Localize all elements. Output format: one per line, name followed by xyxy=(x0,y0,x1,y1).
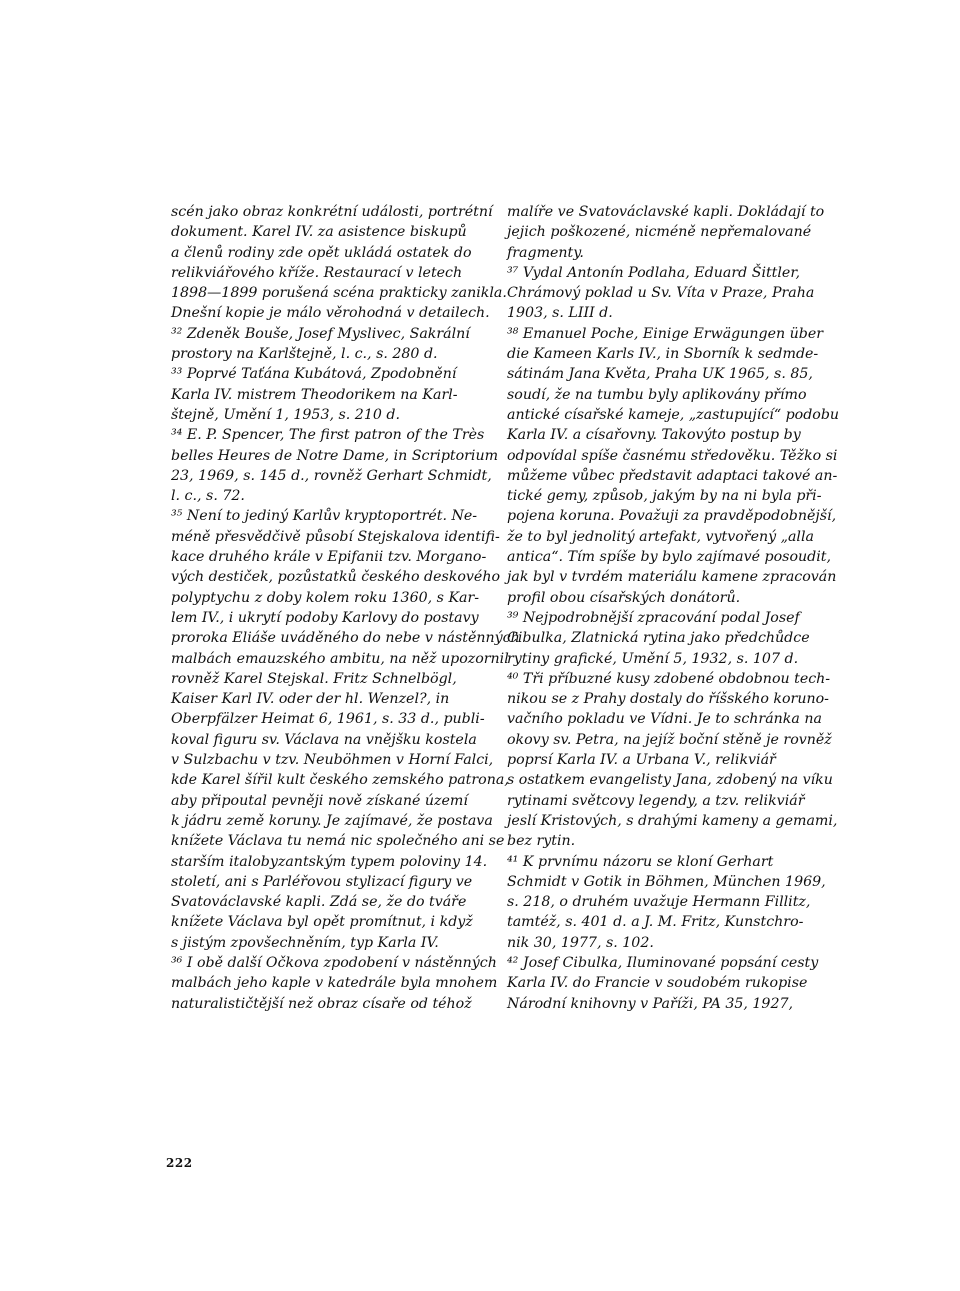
left-column-line: starším italobyzantským typem poloviny 14. xyxy=(171,853,488,870)
right-column-line: ⁴⁰ Tři příbuzné kusy zdobené obdobnou tech- xyxy=(507,670,831,687)
left-column-line: malbách jeho kaple v katedrále byla mnohem xyxy=(171,975,498,992)
left-column-line: Svatováclavské kapli. Zdá se, že do tváře xyxy=(171,894,467,911)
left-column-line: malbách emauzského ambitu, na něž upozornil xyxy=(171,650,509,667)
left-column-line: Dnešní kopie je málo věrohodná v detailech. xyxy=(171,305,490,322)
right-column-line: poprsí Karla IV. a Urbana V., relikviář xyxy=(507,752,776,769)
left-column-line: v Sulzbachu v tzv. Neuböhmen v Horní Falci, xyxy=(171,752,494,769)
left-column-line: a členů rodiny zde opět ukládá ostatek do xyxy=(171,244,472,261)
right-column-line: okovy sv. Petra, na jejíž boční stěně je rovněž xyxy=(507,731,832,748)
left-column-line: dokument. Karel IV. za asistence biskupů xyxy=(171,224,467,241)
left-column-line: aby připoutal pevněji nově získané území xyxy=(171,792,468,809)
left-column-line: relikviářového kříže. Restaurací v letech xyxy=(171,264,463,281)
right-column-line: že to byl jednolitý artefakt, vytvořený „alla xyxy=(507,528,814,545)
left-column-line: ³⁶ I obě další Očkova zpodobení v nástěnných xyxy=(171,954,497,971)
right-text-column xyxy=(507,202,840,1014)
right-column-line: ³⁹ Nejpodrobnější zpracování podal Josef xyxy=(507,609,800,626)
right-column-line: nik 30, 1977, s. 102. xyxy=(507,934,654,951)
left-column-line: vých destiček, pozůstatků českého deskového xyxy=(171,569,500,586)
right-column-line: můžeme vůbec představit adaptaci takové an- xyxy=(507,467,838,484)
right-column-line: antica“. Tím spíše by bylo zajímavé posoudit, xyxy=(507,549,831,566)
right-column-line: s. 218, o druhém uvažuje Hermann Fillitz, xyxy=(507,894,811,911)
right-column-line: odpovídal spíše časnému středověku. Těžko si xyxy=(507,447,838,464)
page-number: 222 xyxy=(166,1156,193,1170)
right-column-line: jeslí Kristových, s drahými kameny a gemami, xyxy=(507,812,838,829)
left-column-line: Kaiser Karl IV. oder der hl. Wenzel?, in xyxy=(171,691,450,708)
left-column-line: k jádru země koruny. Je zajímavé, že postava xyxy=(171,812,493,829)
right-column-line: ⁴² Josef Cibulka, Iluminované popsání cesty xyxy=(507,954,819,971)
left-column-line: štejně, Umění 1, 1953, s. 210 d. xyxy=(171,406,400,423)
left-column-line: naturalističtější než obraz císaře od téhož xyxy=(171,995,472,1012)
right-column-line: 1903, s. LIII d. xyxy=(507,305,613,322)
right-column-line: nikou se z Prahy dostaly do říšského koruno- xyxy=(507,691,829,708)
left-column-line: prostory na Karlštejně, l. c., s. 280 d. xyxy=(171,346,438,363)
right-column-line: ³⁸ Emanuel Poche, Einige Erwägungen über xyxy=(507,325,824,342)
left-column-line: proroka Eliáše uváděného do nebe v nástěnných xyxy=(171,630,520,647)
right-column-line: sátinám Jana Květa, Praha UK 1965, s. 85, xyxy=(507,366,813,383)
left-column-line: ³⁴ E. P. Spencer, The first patron of the Très xyxy=(171,427,485,444)
right-column-line: fragmenty. xyxy=(507,244,584,261)
right-column-line: Cibulka, Zlatnická rytina jako předchůdce xyxy=(507,630,810,647)
left-column-line: rovněž Karel Stejskal. Fritz Schnelbögl, xyxy=(171,670,457,687)
left-column-line: kde Karel šířil kult českého zemského patrona, xyxy=(171,772,509,789)
left-column-line: méně přesvědčivě působí Stejskalova identifi- xyxy=(171,528,500,545)
right-column-line: Karla IV. do Francie v soudobém rukopise xyxy=(507,975,808,992)
right-column-line: die Kameen Karls IV., in Sborník k sedmde- xyxy=(507,346,819,363)
left-column-line: s jistým zpovšechněním, typ Karla IV. xyxy=(171,934,439,951)
right-column-line: tické gemy, způsob, jakým by na ni byla při- xyxy=(507,488,822,505)
left-column-line: knížete Václava tu nemá nic společného ani se xyxy=(171,833,505,850)
right-column-line: rytiny grafické, Umění 5, 1932, s. 107 d. xyxy=(507,650,799,667)
right-column-line: profil obou císařských donátorů. xyxy=(507,589,741,606)
right-column-line: jejich poškozené, nicméně nepřemalované xyxy=(507,224,812,241)
left-column-line: polyptychu z doby kolem roku 1360, s Kar- xyxy=(171,589,480,606)
left-column-line: ³² Zdeněk Bouše, Josef Myslivec, Sakrální xyxy=(171,325,470,342)
right-column-line: rytinami světcovy legendy, a tzv. relikviář xyxy=(507,792,805,809)
left-column-line: scén jako obraz konkrétní události, portrétní xyxy=(171,204,493,220)
right-column-line: Národní knihovny v Paříži, PA 35, 1927, xyxy=(507,995,794,1012)
right-column-line: vačního pokladu ve Vídni. Je to schránka na xyxy=(507,711,822,728)
right-column-line: bez rytin. xyxy=(507,833,576,850)
left-column-line: belles Heures de Notre Dame, in Scriptorium xyxy=(171,447,499,464)
left-column-line: l. c., s. 72. xyxy=(171,488,245,505)
left-column-line: koval figuru sv. Václava na vnějšku kostela xyxy=(171,731,477,748)
left-column-line: knížete Václava byl opět promítnut, i když xyxy=(171,914,473,931)
right-column-line: Karla IV. a císařovny. Takovýto postup by xyxy=(507,427,801,444)
right-column-line: soudí, že na tumbu byly aplikovány přímo xyxy=(507,386,807,403)
left-text-column xyxy=(171,202,520,1014)
right-column-line: Schmidt v Gotik in Böhmen, München 1969, xyxy=(507,873,826,890)
right-column-line: tamtéž, s. 401 d. a J. M. Fritz, Kunstchro- xyxy=(507,914,804,931)
right-column-line: jak byl v tvrdém materiálu kamene zpracován xyxy=(507,569,837,586)
left-column-line: století, ani s Parléřovou stylizací figury ve xyxy=(171,873,473,890)
left-column-line: Oberpfälzer Heimat 6, 1961, s. 33 d., publi- xyxy=(171,711,485,728)
left-column-line: lem IV., i ukrytí podoby Karlovy do postavy xyxy=(171,609,479,626)
left-column-line: Karla IV. mistrem Theodorikem na Karl- xyxy=(171,386,458,403)
right-column-line: ³⁷ Vydal Antonín Podlaha, Eduard Šittler, xyxy=(507,264,801,281)
left-column-line: ³⁵ Není to jediný Karlův kryptoportrét. Ne- xyxy=(171,508,478,525)
left-column-line: 23, 1969, s. 145 d., rovněž Gerhart Schmidt, xyxy=(171,467,492,484)
left-column-line: kace druhého krále v Epifanii tzv. Morgano- xyxy=(171,549,487,566)
left-column-line: 1898—1899 porušená scéna prakticky zanikla. xyxy=(171,285,507,302)
right-column-line: Chrámový poklad u Sv. Víta v Praze, Praha xyxy=(507,285,815,302)
right-column-line: malíře ve Svatováclavské kapli. Dokládají to xyxy=(507,204,825,220)
right-column-line: pojena koruna. Považuji za pravděpodobnější, xyxy=(507,508,837,525)
right-column-line: ⁴¹ K prvnímu názoru se kloní Gerhart xyxy=(507,853,774,870)
left-column-line: ³³ Poprvé Taťána Kubátová, Zpodobnění xyxy=(171,366,457,383)
right-column-line: antické císařské kameje, „zastupující“ podobu xyxy=(507,406,840,423)
right-column-line: s ostatkem evangelisty Jana, zdobený na víku xyxy=(507,772,833,789)
